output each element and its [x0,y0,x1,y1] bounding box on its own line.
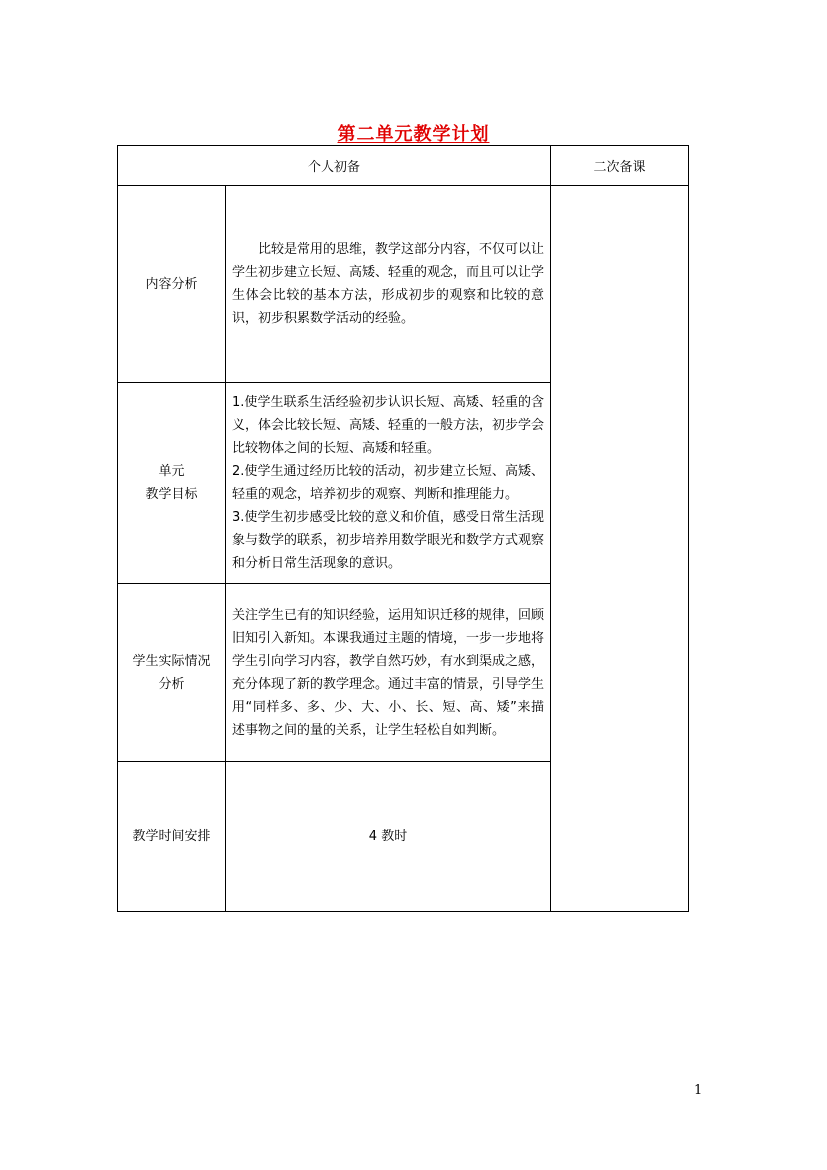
row-label-line: 单元 [158,464,185,479]
header-row [118,146,689,186]
row-label-student-analysis [118,584,226,762]
unit-plan-table [117,145,689,912]
goal-item: 1.使学生联系生活经验初步认识长短、高矮、轻重的含义，体会比较长短、高矮、轻重的一般方法，初步学会比较物体之间的长短、高矮和轻重。 [232,395,545,456]
table-row [118,186,689,383]
row-label-time-schedule: 教学时间安排 [118,762,226,912]
goal-item: 2.使学生通过经历比较的活动，初步建立长短、高矮、轻重的观念，培养初步的观察、判断和推理能力。 [232,464,545,502]
document-title: 第二单元教学计划 [337,124,490,145]
row-label-unit-goals [118,383,226,584]
unit-goals-text [226,383,551,584]
row-label-line: 分析 [158,676,185,692]
row-label-line: 教学目标 [145,487,198,502]
row-label-line: 学生实际情况 [132,653,211,669]
second-prep-cell [551,186,689,912]
time-schedule-text: 4 教时 [226,762,551,912]
header-second-prep: 二次备课 [551,146,689,186]
content-analysis-text: 比较是常用的思维，教学这部分内容，不仅可以让学生初步建立长短、高矮、轻重的观念，而且可以让学生体会比较的基本方法，形成初步的观察和比较的意识，初步积累数学活动的经验。 [226,186,551,383]
page-number: 1 [694,1083,703,1098]
student-analysis-text: 关注学生已有的知识经验，运用知识迁移的规律，回顾旧知引入新知。本课我通过主题的情境，一步一步地将学生引向学习内容，教学自然巧妙，有水到渠成之感，充分体现了新的教学理念。通过丰富的情景，引导学生用“同样多、多、少、大、小、长、短、高、矮”来描述事物之间的量的关系，让学生轻松自如判断。 [226,584,551,762]
goal-item: 3.使学生初步感受比较的意义和价值，感受日常生活现象与数学的联系，初步培养用数学眼光和数学方式观察和分析日常生活现象的意识。 [232,510,545,571]
row-label-content-analysis: 内容分析 [118,186,226,383]
header-personal-prep: 个人初备 [118,146,551,186]
